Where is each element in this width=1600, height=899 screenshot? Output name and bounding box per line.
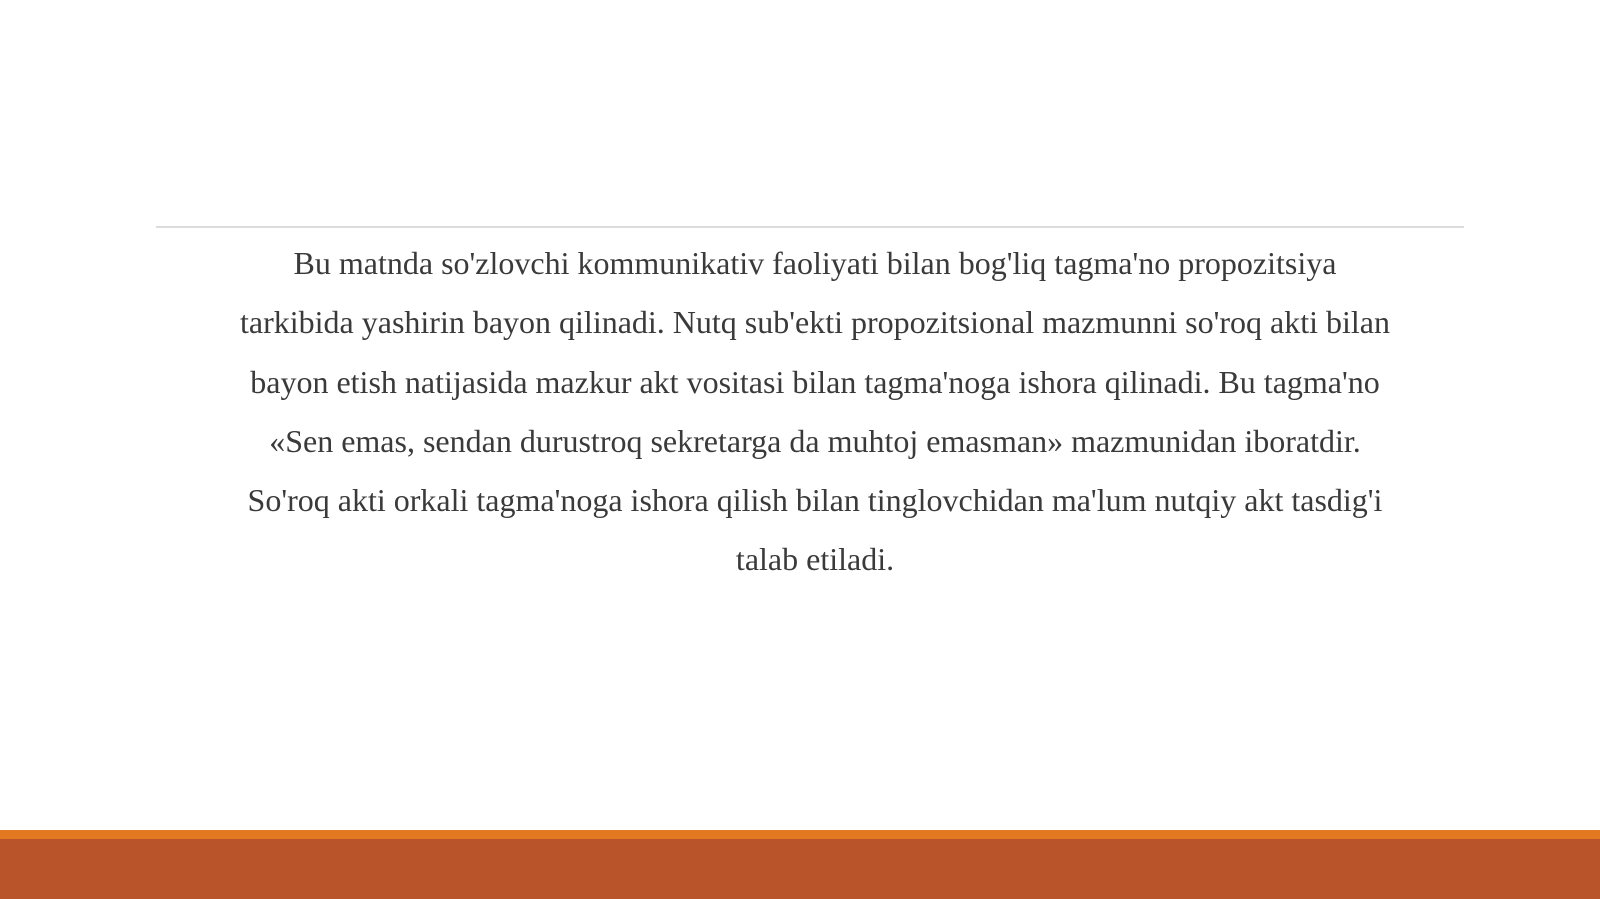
slide-body-text: Bu matnda so'zlovchi kommunikativ faoliyati bilan bog'liq tagma'no propozitsiya tarkibida yashirin bayon qilinadi. Nutq sub'ekti propozitsional mazmunni so'roq akti bilan bayon etish natijasida mazkur akt vositasi bilan tagma'noga ishora qilinadi. Bu tagma'no «Sen emas, sendan durustroq sekretarga da muhtoj emasman» mazmunidan iboratdir. So'roq akti orkali tagma'noga ishora qilish bilan tinglovchidan ma'lum nutqiy akt tasdig'i talab etiladi. bbox=[240, 245, 1390, 578]
footer-accent-stripe bbox=[0, 830, 1600, 839]
title-divider bbox=[156, 226, 1464, 228]
footer-bar bbox=[0, 839, 1600, 899]
